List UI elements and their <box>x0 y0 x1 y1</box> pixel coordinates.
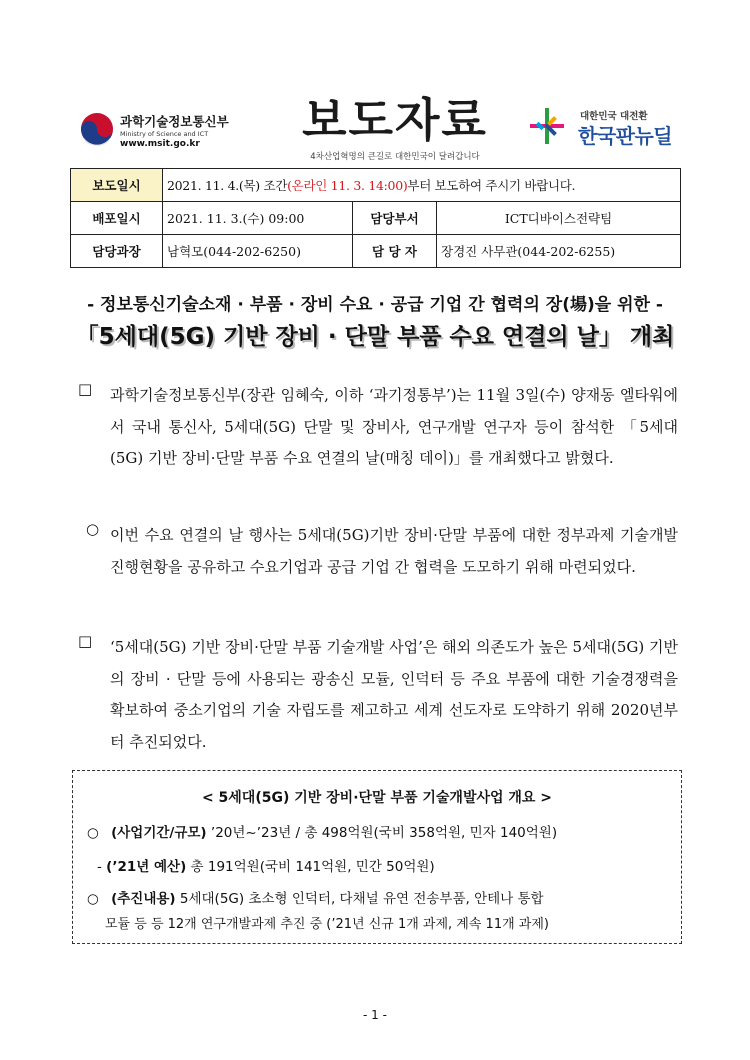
circle-bullet-icon: ○ <box>87 891 99 907</box>
korean-new-deal-logo <box>530 104 680 150</box>
release-row <box>71 169 681 202</box>
period-label: (사업기간/규모) <box>111 825 207 841</box>
content-label: (추진내용) <box>111 891 176 907</box>
document-type-title: 보도자료 <box>302 93 488 147</box>
paragraph-1: 과학기술정보통신부(장관 임혜숙, 이하 ‘과기정통부’)는 11월 3일(수) 양재동 엘타워에서 국내 통신사, 5세대(5G) 단말 및 장비사, 연구개발 연구자 등이 참석한 「5세대(5G) 기반 장비·단말 부품 수요 연결의 날(매칭 데이)」를 개최했다고 밝혔다. <box>110 386 678 467</box>
distribution-row <box>71 202 681 235</box>
overview-title: < 5세대(5G) 기반 장비·단말 부품 기술개발사업 개요 > <box>201 790 553 806</box>
staff-value: 장경진 사무관(044-202-6255) <box>437 235 681 268</box>
dash-bullet: - <box>97 859 107 875</box>
overview-line-content-cont: 모듈 등 등 12개 연구개발과제 추진 중 (’21년 신규 1개 과제, 계속 11개 과제) <box>105 917 549 932</box>
staff-label: 담 당 자 <box>353 235 437 268</box>
paragraph-2: 이번 수요 연결의 날 행사는 5세대(5G)기반 장비·단말 부품에 대한 정부과제 기술개발 진행현황을 공유하고 수요기업과 공급 기업 간 협력을 도모하기 위해 마련되었다. <box>110 526 678 576</box>
ministry-url: www.msit.go.kr <box>120 139 200 149</box>
manager-label: 담당과장 <box>71 235 163 268</box>
headline-title: 「5세대(5G) 기반 장비 · 단말 부품 수요 연결의 날」 개최 <box>75 324 675 350</box>
ministry-name: 과학기술정보통신부 <box>120 114 229 129</box>
project-overview-box <box>72 770 682 944</box>
department-label: 담당부서 <box>353 202 437 235</box>
release-value <box>163 169 681 202</box>
release-online-time: (온라인 11. 3. 14:00) <box>287 178 408 193</box>
ministry-name-english: Ministry of Science and ICT <box>120 130 209 138</box>
distribution-label: 배포일시 <box>71 202 163 235</box>
period-text: ’20년~’23년 / 총 498억원(국비 358억원, 민자 140억원) <box>206 825 558 841</box>
overview-line-period <box>87 821 557 841</box>
budget-text: 총 191억원(국비 141억원, 민간 50억원) <box>186 859 435 875</box>
budget-label: (’21년 예산) <box>106 859 187 875</box>
distribution-value: 2021. 11. 3.(수) 09:00 <box>163 202 353 235</box>
circle-bullet-icon: ○ <box>86 520 100 538</box>
contact-row <box>71 235 681 268</box>
paragraph-3: ‘5세대(5G) 기반 장비·단말 부품 기술개발 사업’은 해외 의존도가 높은 5세대(5G) 기반의 장비 · 단말 등에 사용되는 광송신 모듈, 인덕터 등 주요 부품에 대한 기술경쟁력을 확보하여 중소기업의 기술 자립도를 제고하고 세계 선도자로 도약하기 위해 2020년부터 추진되었다. <box>110 638 678 751</box>
new-deal-name: 한국판뉴딜 <box>578 124 673 148</box>
ministry-logo <box>80 108 280 152</box>
taegeuk-emblem-icon <box>80 112 114 146</box>
square-bullet-icon: □ <box>78 380 93 398</box>
new-deal-tagline: 대한민국 대전환 <box>580 111 648 122</box>
circle-bullet-icon: ○ <box>87 825 99 841</box>
release-label: 보도일시 <box>71 169 163 202</box>
square-bullet-icon: □ <box>78 632 93 650</box>
slogan: 4차산업혁명의 큰길로 대한민국이 달려갑니다 <box>310 152 480 162</box>
content-text: 5세대(5G) 초소형 인덕터, 다채널 유연 전송부품, 안테나 통합 <box>175 891 544 907</box>
department-value: ICT디바이스전략팀 <box>437 202 681 235</box>
release-suffix: 부터 보도하여 주시기 바랍니다. <box>407 178 576 193</box>
release-date: 2021. 11. 4.(목) 조간 <box>167 178 288 193</box>
press-info-table <box>70 168 681 268</box>
headline-subtitle: - 정보통신기술소재 · 부품 · 장비 수요 · 공급 기업 간 협력의 장(場)을 위한 - <box>87 295 663 315</box>
new-deal-spark-icon <box>530 108 564 144</box>
overview-line-content <box>87 887 544 907</box>
manager-value: 남혁모(044-202-6250) <box>163 235 353 268</box>
overview-line-budget <box>97 855 435 875</box>
page-number: - 1 - <box>363 1008 387 1022</box>
